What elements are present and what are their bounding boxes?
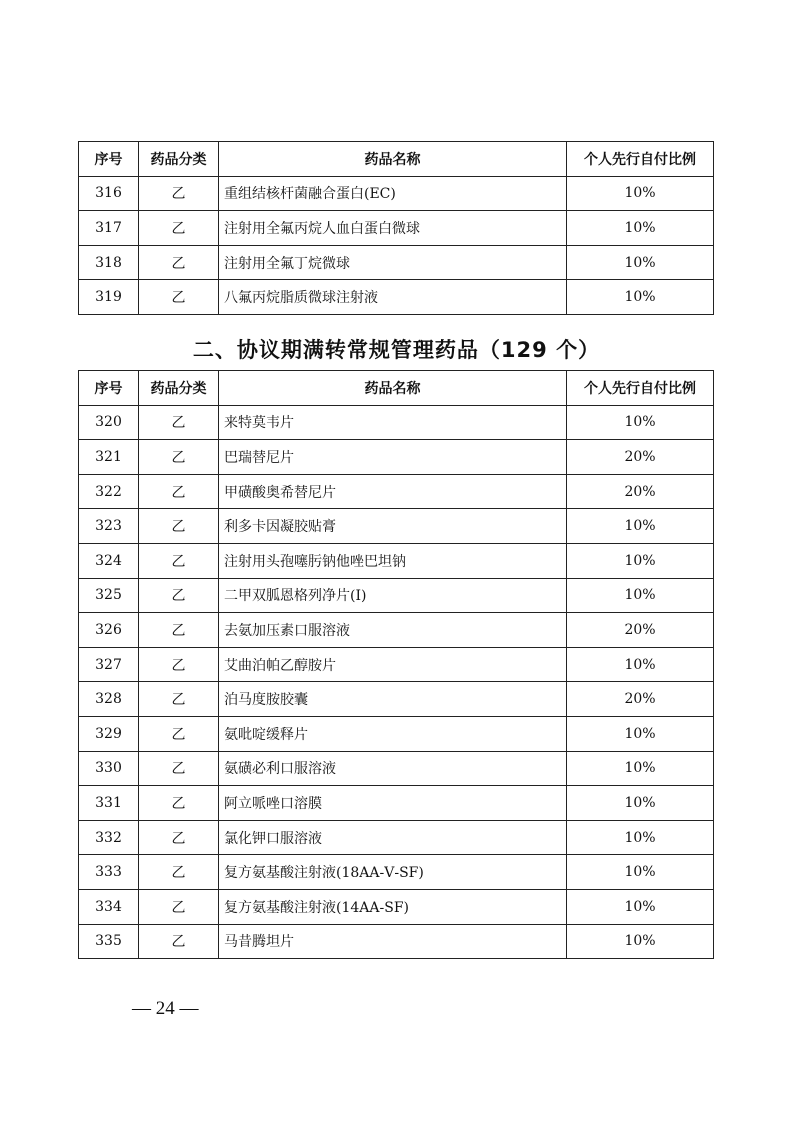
cell-serial: 330 bbox=[79, 751, 139, 786]
cell-copay-ratio: 20% bbox=[567, 682, 714, 717]
cell-drug-name: 来特莫韦片 bbox=[219, 405, 567, 440]
cell-category: 乙 bbox=[139, 543, 219, 578]
cell-copay-ratio: 10% bbox=[567, 280, 714, 315]
cell-category: 乙 bbox=[139, 855, 219, 890]
cell-serial: 318 bbox=[79, 245, 139, 280]
table-row bbox=[79, 280, 714, 315]
table-row bbox=[79, 440, 714, 475]
cell-copay-ratio: 20% bbox=[567, 474, 714, 509]
table-row bbox=[79, 682, 714, 717]
cell-serial: 321 bbox=[79, 440, 139, 475]
cell-category: 乙 bbox=[139, 786, 219, 821]
cell-serial: 328 bbox=[79, 682, 139, 717]
table-row bbox=[79, 211, 714, 246]
drug-table-1 bbox=[78, 141, 714, 315]
cell-drug-name: 复方氨基酸注射液(18AA-Ⅴ-SF) bbox=[219, 855, 567, 890]
cell-copay-ratio: 10% bbox=[567, 924, 714, 959]
cell-serial: 323 bbox=[79, 509, 139, 544]
cell-drug-name: 甲磺酸奥希替尼片 bbox=[219, 474, 567, 509]
cell-category: 乙 bbox=[139, 647, 219, 682]
cell-copay-ratio: 10% bbox=[567, 245, 714, 280]
header-drug-name: 药品名称 bbox=[219, 371, 567, 406]
table-row bbox=[79, 889, 714, 924]
table-row bbox=[79, 474, 714, 509]
cell-drug-name: 巴瑞替尼片 bbox=[219, 440, 567, 475]
cell-copay-ratio: 10% bbox=[567, 578, 714, 613]
cell-copay-ratio: 20% bbox=[567, 613, 714, 648]
cell-serial: 332 bbox=[79, 820, 139, 855]
cell-serial: 319 bbox=[79, 280, 139, 315]
cell-drug-name: 去氨加压素口服溶液 bbox=[219, 613, 567, 648]
cell-category: 乙 bbox=[139, 245, 219, 280]
cell-serial: 334 bbox=[79, 889, 139, 924]
table-row bbox=[79, 647, 714, 682]
cell-drug-name: 二甲双胍恩格列净片(Ⅰ) bbox=[219, 578, 567, 613]
cell-serial: 322 bbox=[79, 474, 139, 509]
table-header-row bbox=[79, 142, 714, 177]
cell-drug-name: 注射用全氟丙烷人血白蛋白微球 bbox=[219, 211, 567, 246]
cell-copay-ratio: 10% bbox=[567, 889, 714, 924]
section-heading: 二、协议期满转常规管理药品（129 个） bbox=[192, 338, 601, 362]
cell-drug-name: 注射用头孢噻肟钠他唑巴坦钠 bbox=[219, 543, 567, 578]
cell-drug-name: 重组结核杆菌融合蛋白(EC) bbox=[219, 176, 567, 211]
cell-serial: 333 bbox=[79, 855, 139, 890]
cell-category: 乙 bbox=[139, 924, 219, 959]
cell-drug-name: 艾曲泊帕乙醇胺片 bbox=[219, 647, 567, 682]
cell-drug-name: 八氟丙烷脂质微球注射液 bbox=[219, 280, 567, 315]
cell-copay-ratio: 10% bbox=[567, 176, 714, 211]
cell-drug-name: 氯化钾口服溶液 bbox=[219, 820, 567, 855]
page-number: — 24 — bbox=[132, 998, 199, 1019]
table-row bbox=[79, 820, 714, 855]
header-serial: 序号 bbox=[79, 371, 139, 406]
cell-copay-ratio: 10% bbox=[567, 820, 714, 855]
cell-category: 乙 bbox=[139, 474, 219, 509]
table-header-row bbox=[79, 371, 714, 406]
cell-category: 乙 bbox=[139, 889, 219, 924]
cell-serial: 331 bbox=[79, 786, 139, 821]
cell-category: 乙 bbox=[139, 820, 219, 855]
cell-serial: 316 bbox=[79, 176, 139, 211]
cell-category: 乙 bbox=[139, 405, 219, 440]
cell-copay-ratio: 10% bbox=[567, 751, 714, 786]
table-row bbox=[79, 786, 714, 821]
cell-serial: 320 bbox=[79, 405, 139, 440]
cell-category: 乙 bbox=[139, 751, 219, 786]
cell-category: 乙 bbox=[139, 176, 219, 211]
cell-copay-ratio: 10% bbox=[567, 647, 714, 682]
header-drug-name: 药品名称 bbox=[219, 142, 567, 177]
table-row bbox=[79, 405, 714, 440]
cell-serial: 317 bbox=[79, 211, 139, 246]
cell-category: 乙 bbox=[139, 682, 219, 717]
cell-copay-ratio: 10% bbox=[567, 509, 714, 544]
table-row bbox=[79, 924, 714, 959]
cell-category: 乙 bbox=[139, 613, 219, 648]
cell-serial: 325 bbox=[79, 578, 139, 613]
cell-copay-ratio: 10% bbox=[567, 543, 714, 578]
cell-copay-ratio: 10% bbox=[567, 855, 714, 890]
cell-drug-name: 泊马度胺胶囊 bbox=[219, 682, 567, 717]
table-row bbox=[79, 543, 714, 578]
header-category: 药品分类 bbox=[139, 371, 219, 406]
table-row bbox=[79, 855, 714, 890]
cell-serial: 335 bbox=[79, 924, 139, 959]
cell-copay-ratio: 10% bbox=[567, 786, 714, 821]
cell-copay-ratio: 10% bbox=[567, 716, 714, 751]
table-row bbox=[79, 176, 714, 211]
cell-drug-name: 阿立哌唑口溶膜 bbox=[219, 786, 567, 821]
header-copay-ratio: 个人先行自付比例 bbox=[567, 142, 714, 177]
table-row bbox=[79, 751, 714, 786]
cell-category: 乙 bbox=[139, 211, 219, 246]
cell-serial: 326 bbox=[79, 613, 139, 648]
cell-category: 乙 bbox=[139, 509, 219, 544]
table-row bbox=[79, 509, 714, 544]
cell-copay-ratio: 10% bbox=[567, 405, 714, 440]
cell-drug-name: 氨磺必利口服溶液 bbox=[219, 751, 567, 786]
cell-category: 乙 bbox=[139, 716, 219, 751]
table-row bbox=[79, 245, 714, 280]
header-category: 药品分类 bbox=[139, 142, 219, 177]
header-serial: 序号 bbox=[79, 142, 139, 177]
header-copay-ratio: 个人先行自付比例 bbox=[567, 371, 714, 406]
cell-drug-name: 利多卡因凝胶贴膏 bbox=[219, 509, 567, 544]
cell-copay-ratio: 20% bbox=[567, 440, 714, 475]
cell-drug-name: 注射用全氟丁烷微球 bbox=[219, 245, 567, 280]
cell-category: 乙 bbox=[139, 440, 219, 475]
cell-serial: 329 bbox=[79, 716, 139, 751]
cell-drug-name: 复方氨基酸注射液(14AA-SF) bbox=[219, 889, 567, 924]
cell-serial: 324 bbox=[79, 543, 139, 578]
table-row bbox=[79, 578, 714, 613]
table-row bbox=[79, 716, 714, 751]
cell-serial: 327 bbox=[79, 647, 139, 682]
cell-copay-ratio: 10% bbox=[567, 211, 714, 246]
table-row bbox=[79, 613, 714, 648]
drug-table-2 bbox=[78, 370, 714, 959]
cell-category: 乙 bbox=[139, 578, 219, 613]
cell-drug-name: 马昔腾坦片 bbox=[219, 924, 567, 959]
cell-drug-name: 氨吡啶缓释片 bbox=[219, 716, 567, 751]
cell-category: 乙 bbox=[139, 280, 219, 315]
